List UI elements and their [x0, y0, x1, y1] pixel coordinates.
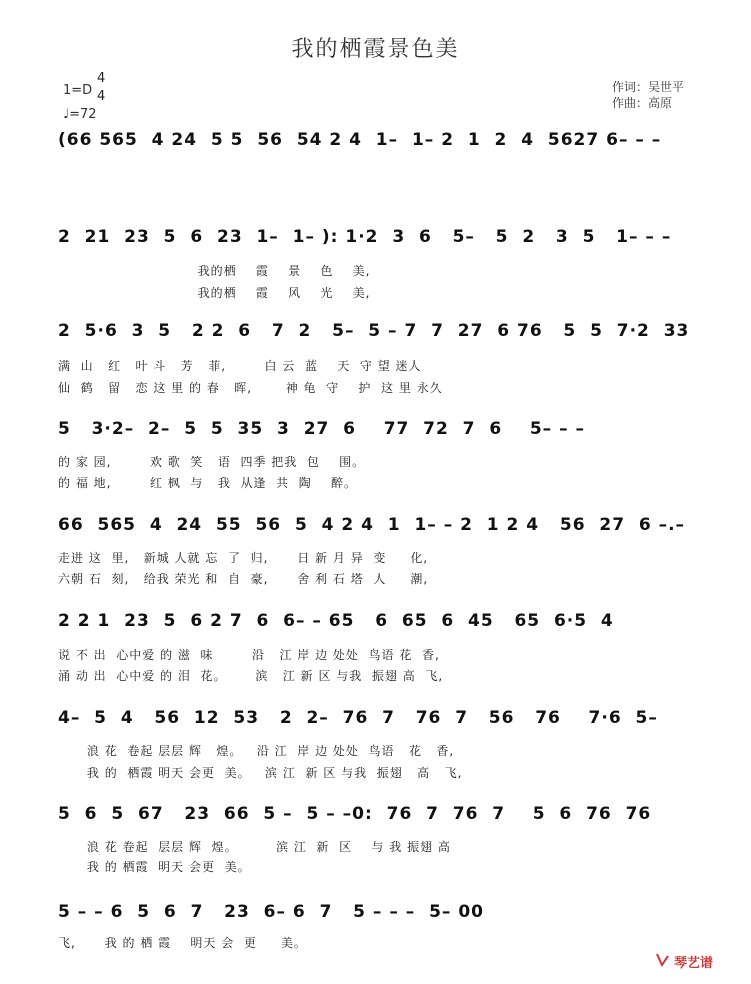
- lyric-row-3-verse-1: 满 山 红 叶 斗 芳 菲, 白 云 蓝 天 守 望 迷人: [58, 359, 422, 373]
- lyric-row-6-verse-2: 涌 动 出 心中爱 的 泪 花。 滨 江 新 区 与我 振翅 高 飞,: [58, 669, 444, 683]
- score-row-3: [58, 321, 722, 347]
- notes-row-9: 5 – – 6 5 6 7 23 6– 6 7 5 – – – 5– 00: [58, 902, 484, 922]
- notes-row-6: 2 2 1 23 5 6 2 7 6 6– – 65 6 65 6 45 65 6·5 4: [58, 611, 614, 631]
- lyric-row-5-verse-1: 走进 这 里, 新城 人就 忘 了 归, 日 新 月 异 变 化,: [58, 551, 429, 565]
- score-row-4: [58, 419, 722, 445]
- lyric-row-8-verse-2: 我 的 栖霞 明天 会更 美。: [58, 860, 251, 874]
- qinyipu-logo-text: 琴艺谱: [674, 956, 714, 971]
- score-row-9: [58, 902, 722, 928]
- lyric-row-8-verse-1: 浪 花 卷起 层层 辉 煌。 滨 江 新 区 与 我 振翅 高: [58, 840, 451, 854]
- composer-credit: 作曲：高原: [612, 96, 673, 110]
- score-row-2: [58, 227, 722, 253]
- key-signature: 1=D: [63, 83, 93, 98]
- notes-row-2: 2 21 23 5 6 23 1– 1– ): 1·2 3 6 5– 5 2 3 5 1– – –: [58, 227, 672, 247]
- notes-row-1: (66 565 4 24 5 5 56 54 2 4 1– 1– 2 1 2 4 5627 6– – –: [58, 130, 662, 150]
- notes-row-5: 66 565 4 24 55 56 5 4 2 4 1 1– – 2 1 2 4 56 27 6 –.–: [58, 515, 686, 535]
- notes-row-8: 5 6 5 67 23 66 5 – 5 – –0: 76 7 76 7 5 6 76 76: [58, 804, 652, 824]
- lyricist-credit: 作词：吴世平: [612, 80, 685, 94]
- notes-row-7: 4– 5 4 56 12 53 2 2– 76 7 76 7 56 76 7·6 5–: [58, 708, 658, 728]
- lyric-row-3-verse-2: 仙 鹤 留 恋 这 里 的 春 晖, 神 龟 守 护 这 里 永久: [58, 381, 443, 395]
- score-row-6: [58, 611, 722, 637]
- qinyipu-logo-icon: [655, 952, 670, 967]
- score-row-7: [58, 708, 722, 734]
- lyric-row-2-verse-2: 我的栖 霞 风 光 美,: [58, 286, 371, 300]
- score-row-5: [58, 515, 722, 541]
- lyric-row-4-verse-2: 的 福 地, 红 枫 与 我 从逢 共 陶 醉。: [58, 476, 357, 490]
- lyric-row-7-verse-1: 浪 花 卷起 层层 辉 煌。 沿 江 岸 边 处处 鸟语 花 香,: [58, 744, 455, 758]
- notes-row-3: 2 5·6 3 5 2 2 6 7 2 5– 5 – 7 7 27 6 76 5 5 7·2 33: [58, 321, 690, 341]
- lyric-row-9-verse-1: 飞, 我 的 栖 霞 明天 会 更 美。: [58, 936, 307, 950]
- time-signature-top: 4: [97, 71, 106, 86]
- lyric-row-5-verse-2: 六朝 石 刻, 给我 荣光 和 自 豪, 舍 利 石 塔 人 潮,: [58, 572, 429, 586]
- lyric-row-6-verse-1: 说 不 出 心中爱 的 滋 味 沿 江 岸 边 处处 鸟语 花 香,: [58, 648, 440, 662]
- score-row-1: [58, 130, 722, 156]
- time-signature-bottom: 4: [97, 89, 106, 104]
- notes-row-4: 5 3·2– 2– 5 5 35 3 27 6 77 72 7 6 5– – –: [58, 419, 586, 439]
- tempo-marking: ♩=72: [63, 107, 97, 122]
- lyric-row-7-verse-2: 我 的 栖霞 明天 会更 美。 滨 江 新 区 与我 振翅 高 飞,: [58, 766, 463, 780]
- lyric-row-4-verse-1: 的 家 园, 欢 歌 笑 语 四季 把我 包 围。: [58, 455, 366, 469]
- score-row-8: [58, 804, 722, 830]
- song-title: 我的栖霞景色美: [291, 37, 460, 62]
- lyric-row-2-verse-1: 我的栖 霞 景 色 美,: [58, 264, 371, 278]
